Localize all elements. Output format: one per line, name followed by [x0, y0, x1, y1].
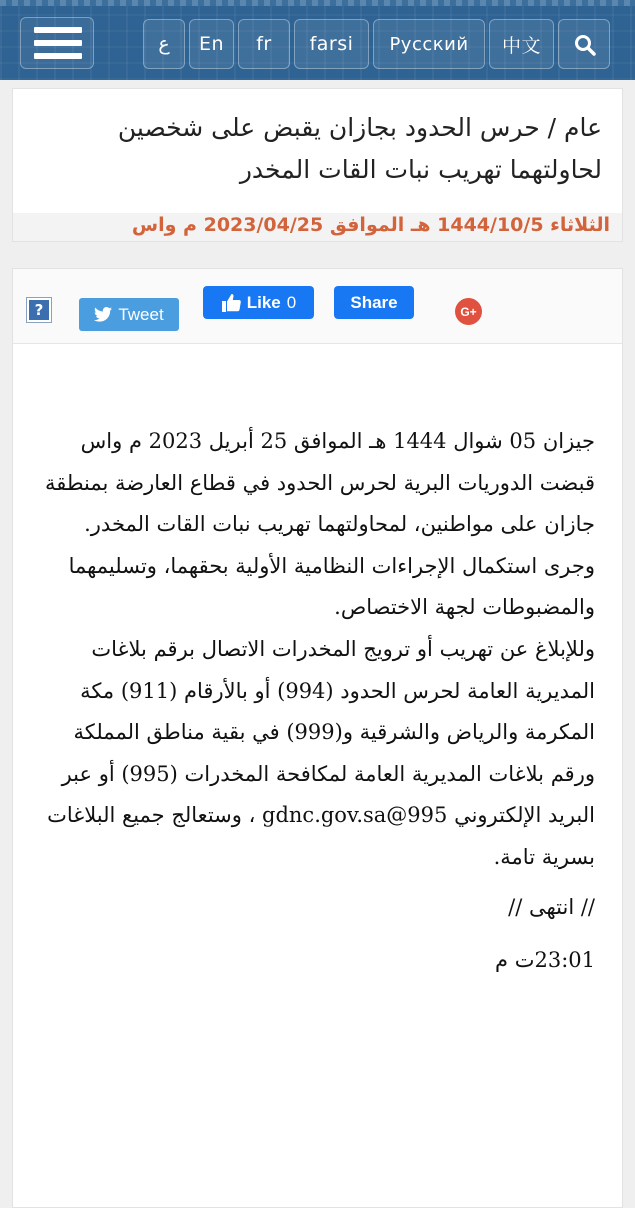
language-french-button[interactable]: fr — [238, 19, 290, 69]
google-plus-icon[interactable] — [455, 298, 482, 325]
facebook-share-button[interactable] — [334, 286, 414, 319]
share-toolbar — [13, 269, 622, 344]
article-content — [30, 421, 595, 982]
facebook-like-button[interactable] — [203, 286, 314, 319]
thumbs-up-icon — [221, 293, 241, 313]
article-paragraph: وللإبلاغ عن تهريب أو ترويج المخدرات الاتصال برقم بلاغات المديرية العامة لحرس الحدود (994) أو بالأرقام (911) مكة المكرمة والرياض والشرقية و(999) في بقية مناطق المملكة ورقم بلاغات المديرية العامة لمكافحة المخدرات (995) أو عبر البريد الإلكتروني 995@gdnc.gov.sa ، وستعالج جميع البلاغات بسرية تامة. — [47, 636, 595, 869]
decorative-strip — [0, 0, 635, 6]
menu-bar — [34, 27, 82, 33]
article-date-bar — [13, 213, 622, 241]
share-label: Share — [350, 292, 398, 312]
gplus-label: G+ — [460, 304, 477, 319]
article-paragraph: جيزان 05 شوال 1444 هـ الموافق 25 أبريل 2023 م واس قبضت الدوريات البرية لحرس الحدود في قطاع العارضة بمنطقة جازان على مواطنين، لمحاولتهما تهريب نبات القات المخدر. — [44, 429, 595, 537]
article-paragraph: 23:01ت م — [495, 948, 595, 973]
help-icon[interactable] — [26, 297, 52, 323]
language-chinese-button[interactable]: 中文 — [489, 19, 554, 69]
search-button[interactable] — [558, 19, 610, 69]
article-date: الثلاثاء 1444/10/5 هـ الموافق 2023/04/25 م واس — [131, 214, 610, 236]
menu-bar — [34, 53, 82, 59]
like-label: Like — [246, 292, 281, 312]
language-english-button[interactable]: En — [189, 19, 234, 69]
article-title: عام / حرس الحدود بجازان يقبض على شخصين لحاولتهما تهريب نبات القات المخدر — [117, 113, 602, 184]
tweet-button[interactable] — [79, 298, 179, 331]
top-navigation-bar — [0, 0, 635, 80]
article-paragraph: // انتهى // — [508, 894, 595, 919]
search-icon — [574, 34, 596, 56]
like-count: 0 — [286, 292, 297, 312]
help-label: ? — [29, 300, 49, 320]
language-russian-button[interactable]: Русский — [373, 19, 485, 69]
menu-icon[interactable] — [20, 17, 94, 69]
language-farsi-button[interactable]: farsi — [294, 19, 369, 69]
menu-bar — [34, 40, 82, 46]
tweet-label: Tweet — [118, 304, 164, 324]
twitter-bird-icon — [94, 307, 112, 322]
article-paragraph: وجرى استكمال الإجراءات النظامية الأولية بحقهما، وتسليمهما والمضبوطات لجهة الاختصاص. — [68, 553, 595, 620]
article-body-card — [12, 268, 623, 1208]
article-title-card — [12, 88, 623, 242]
language-arabic-button[interactable]: ع — [143, 19, 185, 69]
